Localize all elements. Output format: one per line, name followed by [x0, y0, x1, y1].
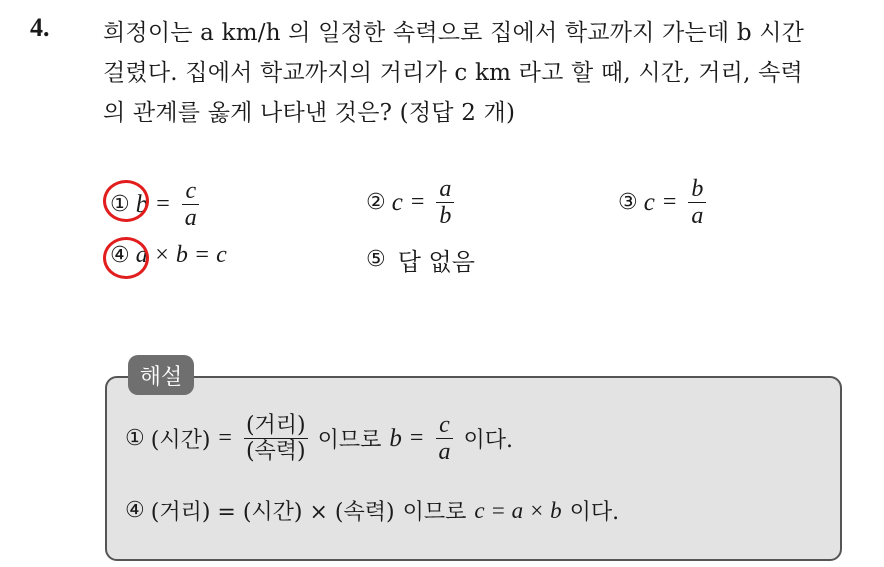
question-line-3: 의 관계를 옳게 나타낸 것은? (정답 2 개) — [103, 100, 516, 126]
choice-lhs: c — [643, 188, 655, 216]
choice-number: ⑤ — [366, 247, 386, 272]
choice-expression: a × b = c — [135, 242, 227, 268]
correct-mark-circle — [103, 237, 149, 279]
expression: c = a × b — [474, 497, 562, 523]
equals-sign: = — [409, 425, 424, 452]
fraction: $\frac{c}{a}$ — [435, 412, 453, 466]
question-line-1: 희정이는 a km/h 의 일정한 속력으로 집에서 학교까지 가는데 b 시간 — [103, 20, 805, 46]
choice-number: ① — [110, 192, 130, 218]
question-line-2: 걸렸다. 집에서 학교까지의 거리가 c km 라고 할 때, 시간, 거리, 속력 — [103, 60, 803, 86]
correct-mark-circle — [103, 180, 149, 222]
choice-lhs: b — [135, 190, 149, 218]
choice-number: ③ — [618, 190, 638, 216]
equals-sign: = — [218, 425, 232, 452]
choice-3[interactable] — [618, 176, 710, 230]
explanation-tab: 해설 — [128, 355, 194, 395]
term-time: (시간) — [150, 428, 211, 454]
choice-5[interactable] — [366, 242, 475, 277]
choice-number: ④ — [110, 243, 130, 268]
equals-sign: = — [156, 191, 170, 218]
connector-text: 이므로 — [317, 428, 382, 454]
ending-text: 이다. — [569, 500, 620, 525]
fraction: (거리) (속력) — [245, 413, 306, 465]
relation-text: (거리) = (시간) × (속력) — [150, 500, 395, 525]
choice-number: ① — [125, 426, 145, 452]
ending-text: 이다. — [463, 428, 513, 454]
fraction: $\frac{c}{a}$ — [182, 178, 200, 232]
fraction: $\frac{a}{b}$ — [436, 176, 454, 230]
equals-sign: = — [410, 189, 425, 216]
choice-number: ② — [366, 190, 386, 216]
connector-text: 이므로 — [402, 500, 467, 525]
choice-lhs: c — [391, 188, 403, 216]
choice-number: ④ — [125, 498, 145, 523]
equals-sign: = — [662, 189, 677, 216]
explanation-line-1 — [125, 412, 513, 466]
explanation-box — [105, 376, 842, 561]
question-number: 4. — [30, 13, 50, 42]
fraction: $\frac{b}{a}$ — [688, 176, 706, 230]
choice-2[interactable] — [366, 176, 458, 230]
choice-text: 답 없음 — [397, 248, 475, 276]
explanation-line-2 — [125, 495, 619, 526]
variable: b — [389, 424, 402, 452]
